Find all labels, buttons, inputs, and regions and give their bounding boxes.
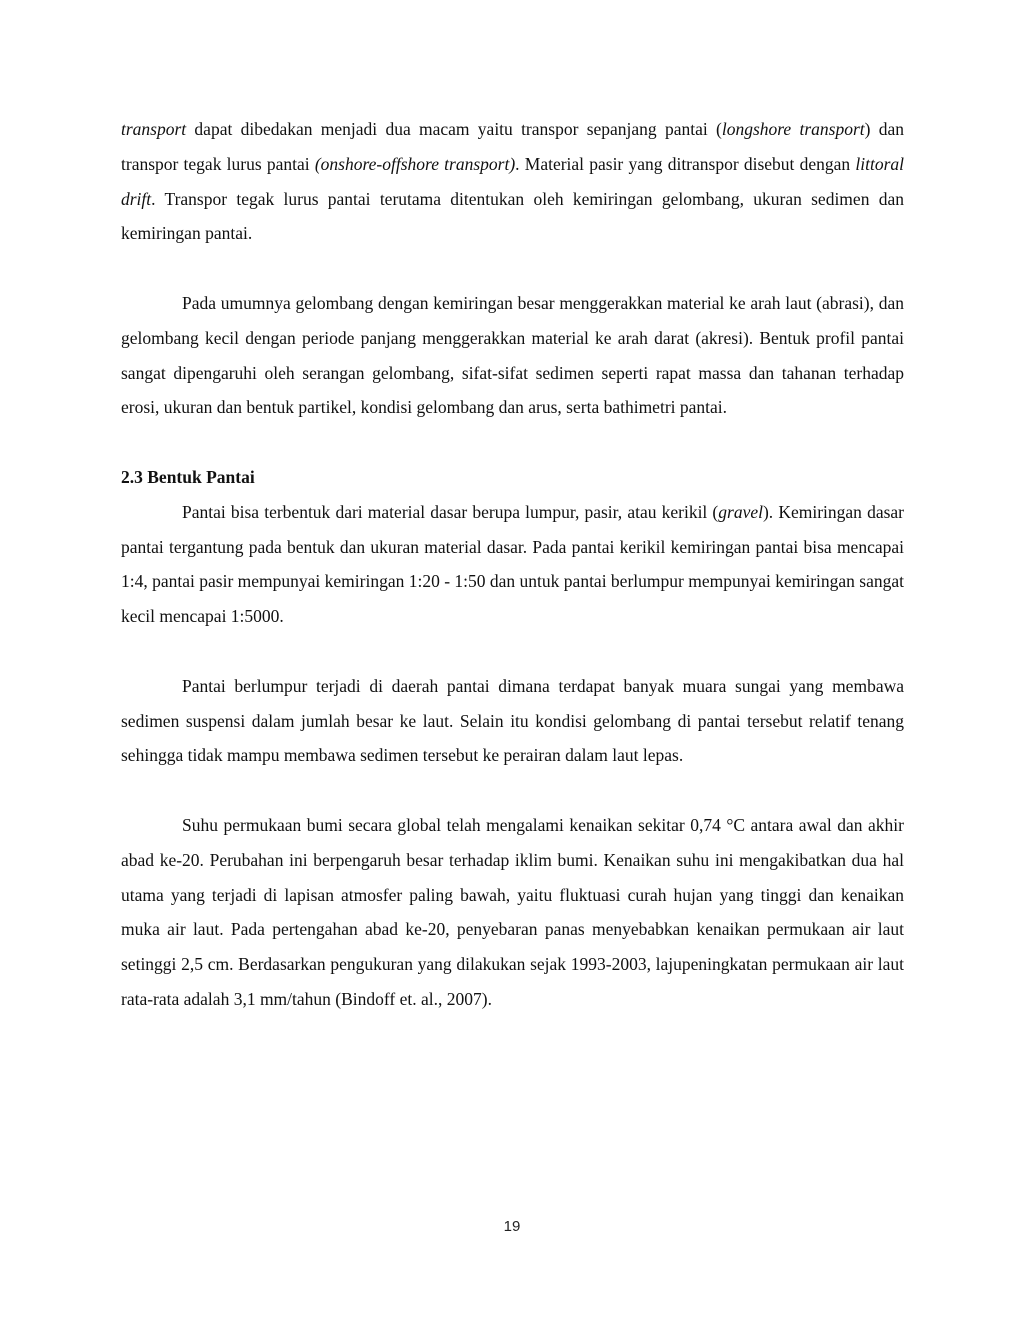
- paragraph-gap: [121, 251, 904, 286]
- italic-term: littoral drift: [121, 153, 905, 209]
- paragraph-gap: [121, 425, 904, 460]
- paragraph-gap: [121, 773, 904, 808]
- text-run: ). Kemiringan dasar pantai tergantung pada bentuk dan ukuran material dasar. Pada pantai kerikil kemiringan pantai bisa mencapai 1:4, pantai pasir mempunyai kemiringan 1:20 - 1:50 dan untuk pantai berlumpur mempunyai kemiringan sangat kecil mencapai 1:5000.: [121, 501, 904, 627]
- text-run: . Material pasir yang ditranspor disebut dengan: [515, 153, 856, 174]
- text-run: dapat dibedakan menjadi dua macam yaitu transpor sepanjang pantai (: [186, 119, 722, 139]
- italic-term: gravel: [718, 501, 763, 522]
- paragraph-transport: [121, 112, 904, 251]
- italic-term: longshore transport: [721, 119, 865, 139]
- paragraph-gap: [121, 634, 904, 669]
- text-run: Pantai bisa terbentuk dari material dasar berupa lumpur, pasir, atau kerikil (: [182, 501, 719, 522]
- text-run: . Transpor tegak lurus pantai terutama ditentukan oleh kemiringan gelombang, ukuran sedimen dan kemiringan pantai.: [121, 188, 904, 244]
- paragraph-bentuk-pantai: [121, 495, 904, 634]
- italic-term: (onshore-offshore transport): [314, 153, 516, 174]
- page-number: 19: [503, 1218, 521, 1235]
- paragraph-gelombang: Pada umumnya gelombang dengan kemiringan besar menggerakkan material ke arah laut (abrasi), dan gelombang kecil dengan periode panjang menggerakkan material ke arah darat (akresi). Bentuk profil pantai sangat dipengaruhi oleh serangan gelombang, sifat-sifat sedimen seperti rapat massa dan tahanan terhadap erosi, ukuran dan bentuk partikel, kondisi gelombang dan arus, serta bathimetri pantai.: [121, 292, 904, 418]
- paragraph-suhu-permukaan: Suhu permukaan bumi secara global telah mengalami kenaikan sekitar 0,74 °C antara awal dan akhir abad ke-20. Perubahan ini berpengaruh besar terhadap iklim bumi. Kenaikan suhu ini mengakibatkan dua hal utama yang terjadi di lapisan atmosfer paling bawah, yaitu fluktuasi curah hujan yang tinggi dan kenaikan muka air laut. Pada pertengahan abad ke-20, penyebaran panas menyebabkan kenaikan permukaan air laut setinggi 2,5 cm. Berdasarkan pengukuran yang dilakukan sejak 1993-2003, lajupeningkatan permukaan air laut rata-rata adalah 3,1 mm/tahun (Bindoff et. al., 2007).: [121, 814, 904, 1009]
- text-run: ) dan transpor tegak lurus pantai: [121, 119, 904, 174]
- section-heading: 2.3 Bentuk Pantai: [121, 466, 255, 487]
- italic-term: transport: [121, 119, 187, 139]
- document-page: [121, 112, 904, 1017]
- paragraph-pantai-berlumpur: Pantai berlumpur terjadi di daerah pantai dimana terdapat banyak muara sungai yang membawa sedimen suspensi dalam jumlah besar ke laut. Selain itu kondisi gelombang di pantai tersebut relatif tenang sehingga tidak mampu membawa sedimen tersebut ke perairan dalam laut lepas.: [121, 675, 904, 766]
